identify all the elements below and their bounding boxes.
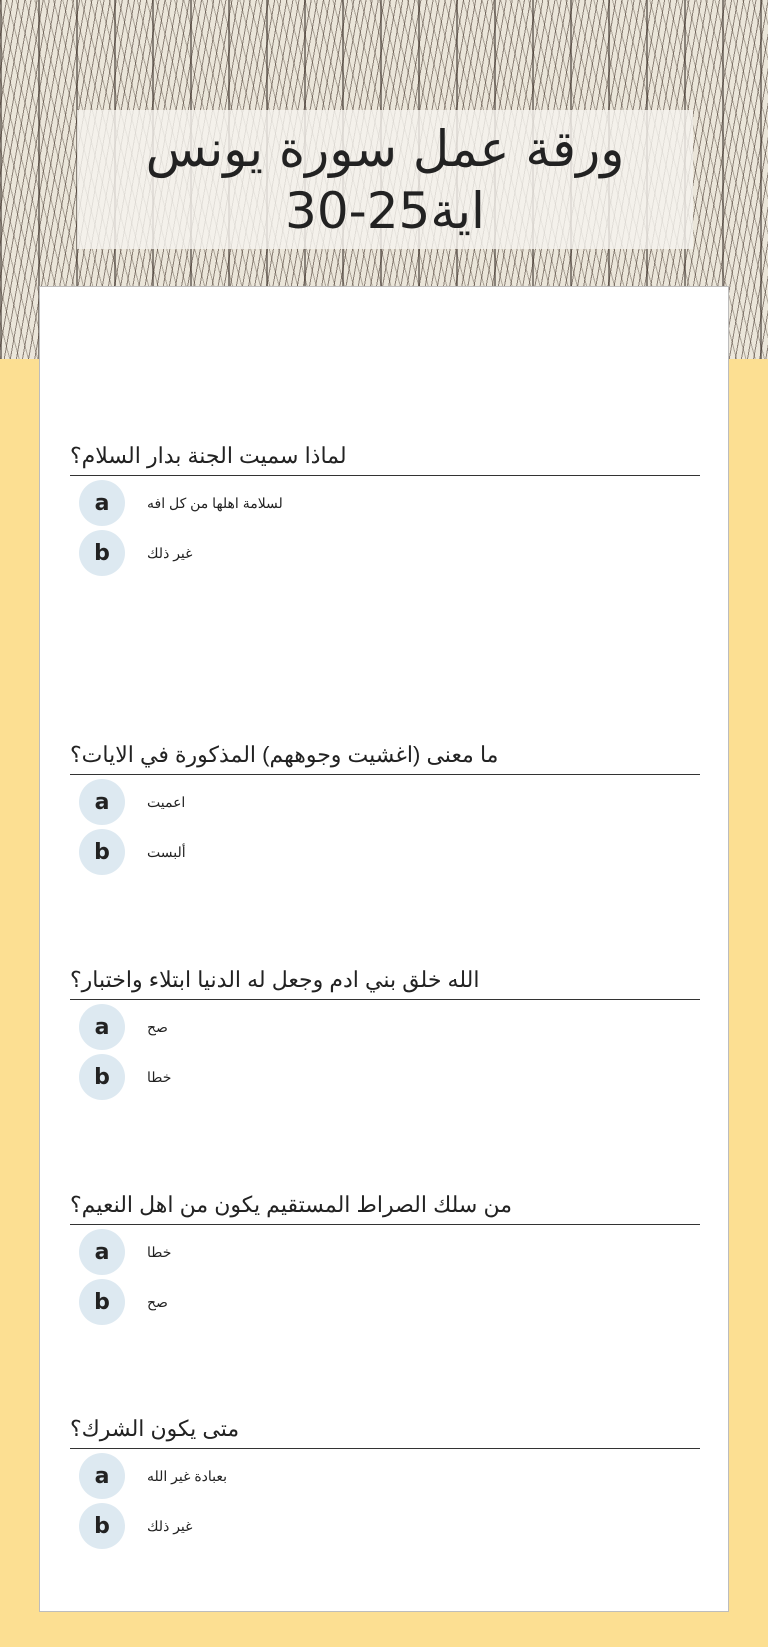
option-text: خطا [147,1243,172,1260]
option-letter-badge[interactable]: a [79,1004,125,1050]
question-text: الله خلق بني ادم وجعل له الدنيا ابتلاء واختبار؟ [70,967,480,992]
question-3 [70,963,700,1100]
option-text: صح [147,1018,168,1035]
option-letter-badge[interactable]: a [79,779,125,825]
option-letter-badge[interactable]: a [79,1453,125,1499]
question-text: ما معنى (اغشيت وجوههم) المذكورة في الايات؟ [70,742,499,767]
option-b[interactable] [70,1054,700,1100]
question-5 [70,1412,700,1549]
option-letter-badge[interactable]: a [79,480,125,526]
worksheet-card [39,286,729,1612]
question-text: لماذا سميت الجنة بدار السلام؟ [70,443,347,468]
question-1 [70,439,700,576]
worksheet-subtitle: اية25-30 [285,181,485,240]
divider [70,774,700,775]
divider [70,999,700,1000]
option-text: اعميت [147,793,186,810]
option-text: بعبادة غير الله [147,1467,228,1484]
option-b[interactable] [70,1503,700,1549]
question-text: متى يكون الشرك؟ [70,1416,240,1441]
option-text: صح [147,1293,168,1310]
divider [70,1224,700,1225]
option-text: غير ذلك [147,1517,193,1534]
question-text: من سلك الصراط المستقيم يكون من اهل النعيم؟ [70,1192,512,1217]
option-letter-badge[interactable]: a [79,1229,125,1275]
question-2 [70,738,700,875]
option-letter-badge[interactable]: b [79,1503,125,1549]
option-a[interactable] [70,1004,700,1050]
worksheet-title: ورقة عمل سورة يونس [145,119,625,178]
option-text: ألبست [147,843,186,860]
option-a[interactable] [70,779,700,825]
option-letter-badge[interactable]: b [79,829,125,875]
option-text: لسلامة اهلها من كل افه [147,494,283,511]
option-b[interactable] [70,1279,700,1325]
option-a[interactable] [70,480,700,526]
question-4 [70,1188,700,1325]
option-letter-badge[interactable]: b [79,1279,125,1325]
option-a[interactable] [70,1229,700,1275]
title-box [77,110,693,249]
option-a[interactable] [70,1453,700,1499]
divider [70,475,700,476]
divider [70,1448,700,1449]
option-b[interactable] [70,530,700,576]
option-text: خطا [147,1068,172,1085]
option-letter-badge[interactable]: b [79,1054,125,1100]
option-text: غير ذلك [147,544,193,561]
option-letter-badge[interactable]: b [79,530,125,576]
option-b[interactable] [70,829,700,875]
